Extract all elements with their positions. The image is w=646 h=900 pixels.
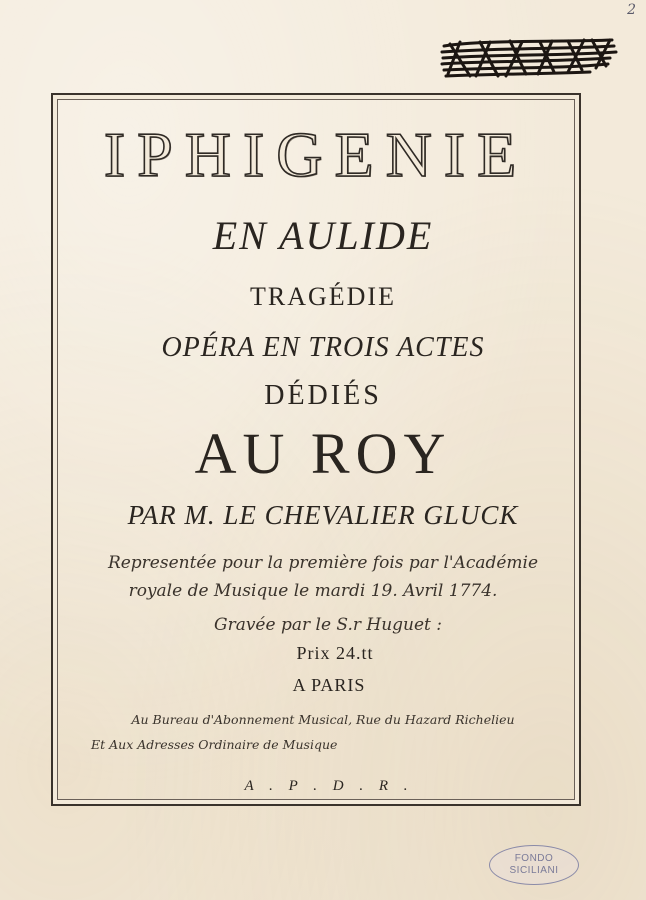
performance-line-1: Representée pour la première fois par l'Académie [107, 553, 539, 573]
engraver-line: Gravée par le S.r Huguet : [213, 615, 443, 635]
library-stamp [489, 845, 579, 885]
genre-label: TRAGÉDIE [250, 282, 396, 311]
stamp-line-2: SICILIANI [509, 865, 559, 876]
composer-line: PAR M. LE CHEVALIER GLUCK [127, 500, 519, 530]
publication-city: A PARIS [292, 675, 366, 695]
address-line-2: Et Aux Adresses Ordinaire de Musique [91, 737, 338, 752]
stamp-line-1: FONDO [514, 853, 554, 864]
opera-description: OPÉRA EN TROIS ACTES [161, 332, 485, 363]
crossed-out-inscription [440, 36, 618, 80]
dedication-label: DÉDIÉS [264, 380, 382, 411]
dedicatee: AU ROY [194, 421, 452, 486]
price-label: Prix 24.tt [296, 643, 374, 663]
page-number: 2 [627, 2, 636, 18]
opera-subtitle: EN AULIDE [212, 213, 434, 258]
address-line-1: Au Bureau d'Abonnement Musical, Rue du Hazard Richelieu [131, 712, 515, 727]
opera-title: IPHIGENIE [103, 119, 529, 190]
performance-line-2: royale de Musique le mardi 19. Avril 1774. [128, 581, 498, 601]
privilege-mark: A . P . D . R . [244, 778, 414, 794]
